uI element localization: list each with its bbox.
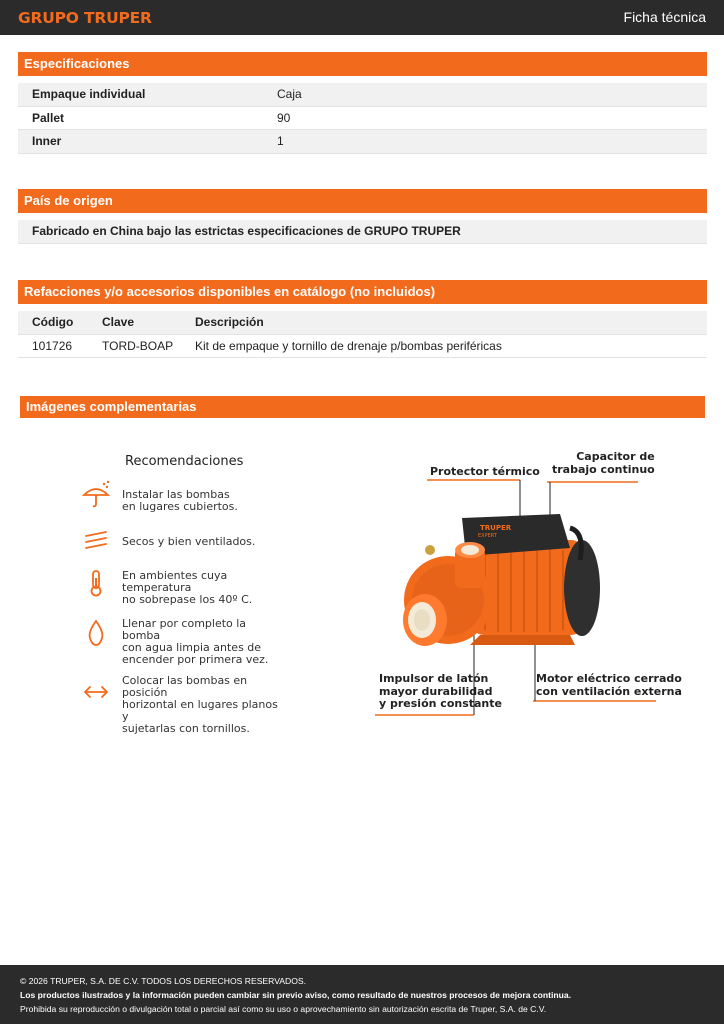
part-code: 101726 bbox=[32, 338, 73, 353]
origin-header: País de origen bbox=[18, 189, 707, 213]
callout-motor: Motor eléctrico cerrado con ventilación externa bbox=[536, 672, 682, 698]
spec-value: 90 bbox=[277, 110, 291, 125]
recommendation-text: En ambientes cuya temperatura no sobrepase los 40º C. bbox=[122, 569, 253, 606]
recommendation-text: Instalar las bombas en lugares cubiertos. bbox=[122, 488, 238, 513]
spec-label: Inner bbox=[32, 134, 62, 149]
footer-copyright: © 2026 TRUPER, S.A. DE C.V. TODOS LOS DERECHOS RESERVADOS. bbox=[20, 976, 307, 986]
recommendation-item bbox=[80, 528, 287, 556]
callout-impeller: Impulsor de latón mayor durabilidad y presión constante bbox=[379, 672, 502, 710]
table-header-row bbox=[18, 311, 707, 335]
recommendation-text: Colocar las bombas en posición horizontal en lugares planos y sujetarlas con tornillos. bbox=[122, 674, 278, 735]
spec-label: Empaque individual bbox=[32, 87, 146, 102]
table-row bbox=[18, 107, 707, 131]
top-bar bbox=[0, 0, 724, 35]
recommendations-title: Recomendaciones bbox=[125, 454, 244, 469]
parts-table bbox=[18, 311, 707, 358]
column-header-description: Descripción bbox=[195, 315, 264, 330]
footer-legal: Prohibida su reproducción o divulgación total o parcial así como su uso o aprovechamiento sin autorización escrita de Truper, S.A. de C.V. bbox=[20, 1004, 547, 1014]
recommendation-item bbox=[80, 618, 287, 666]
specs-table bbox=[18, 83, 707, 154]
table-row bbox=[18, 335, 707, 359]
horizontal-arrows-icon bbox=[80, 675, 112, 703]
pump-sublogo: EXPERT bbox=[478, 533, 497, 539]
thermometer-icon bbox=[80, 569, 112, 597]
part-description: Kit de empaque y tornillo de drenaje p/bombas periféricas bbox=[195, 338, 502, 353]
parts-header: Refacciones y/o accesorios disponibles en catálogo (no incluidos) bbox=[18, 280, 707, 304]
recommendation-text: Llenar por completo la bomba con agua limpia antes de encender por primera vez. bbox=[122, 617, 269, 666]
footer bbox=[0, 965, 724, 1024]
table-row bbox=[18, 220, 707, 244]
recommendation-text: Secos y bien ventilados. bbox=[122, 535, 256, 548]
callout-capacitor: Capacitor de trabajo continuo bbox=[552, 450, 655, 476]
column-header-key: Clave bbox=[102, 315, 135, 330]
pump-logo: TRUPER bbox=[480, 524, 512, 532]
spec-value: Caja bbox=[277, 87, 302, 102]
spec-value: 1 bbox=[277, 134, 284, 149]
spec-label: Pallet bbox=[32, 110, 65, 125]
origin-table bbox=[18, 220, 707, 244]
table-row bbox=[18, 130, 707, 154]
brand-logo: GRUPO TRUPER bbox=[18, 9, 152, 27]
footer-notice: Los productos ilustrados y la información pueden cambiar sin previo aviso, como resultado de nuestros procesos de mejora continua. bbox=[20, 990, 572, 1000]
recommendation-item bbox=[80, 675, 287, 735]
wind-lines-icon bbox=[80, 528, 112, 556]
recommendation-item bbox=[80, 569, 287, 606]
table-row bbox=[18, 83, 707, 107]
umbrella-rain-icon bbox=[80, 480, 112, 508]
part-key: TORD-BOAP bbox=[102, 338, 174, 353]
specs-header: Especificaciones bbox=[18, 52, 707, 76]
callout-thermal-protector: Protector térmico bbox=[430, 465, 540, 478]
images-header: Imágenes complementarias bbox=[20, 396, 705, 418]
water-drop-icon bbox=[80, 618, 112, 646]
origin-text: Fabricado en China bajo las estrictas especificaciones de GRUPO TRUPER bbox=[32, 224, 461, 239]
recommendation-item bbox=[80, 480, 287, 513]
column-header-code: Código bbox=[32, 315, 74, 330]
document-type: Ficha técnica bbox=[623, 9, 706, 25]
